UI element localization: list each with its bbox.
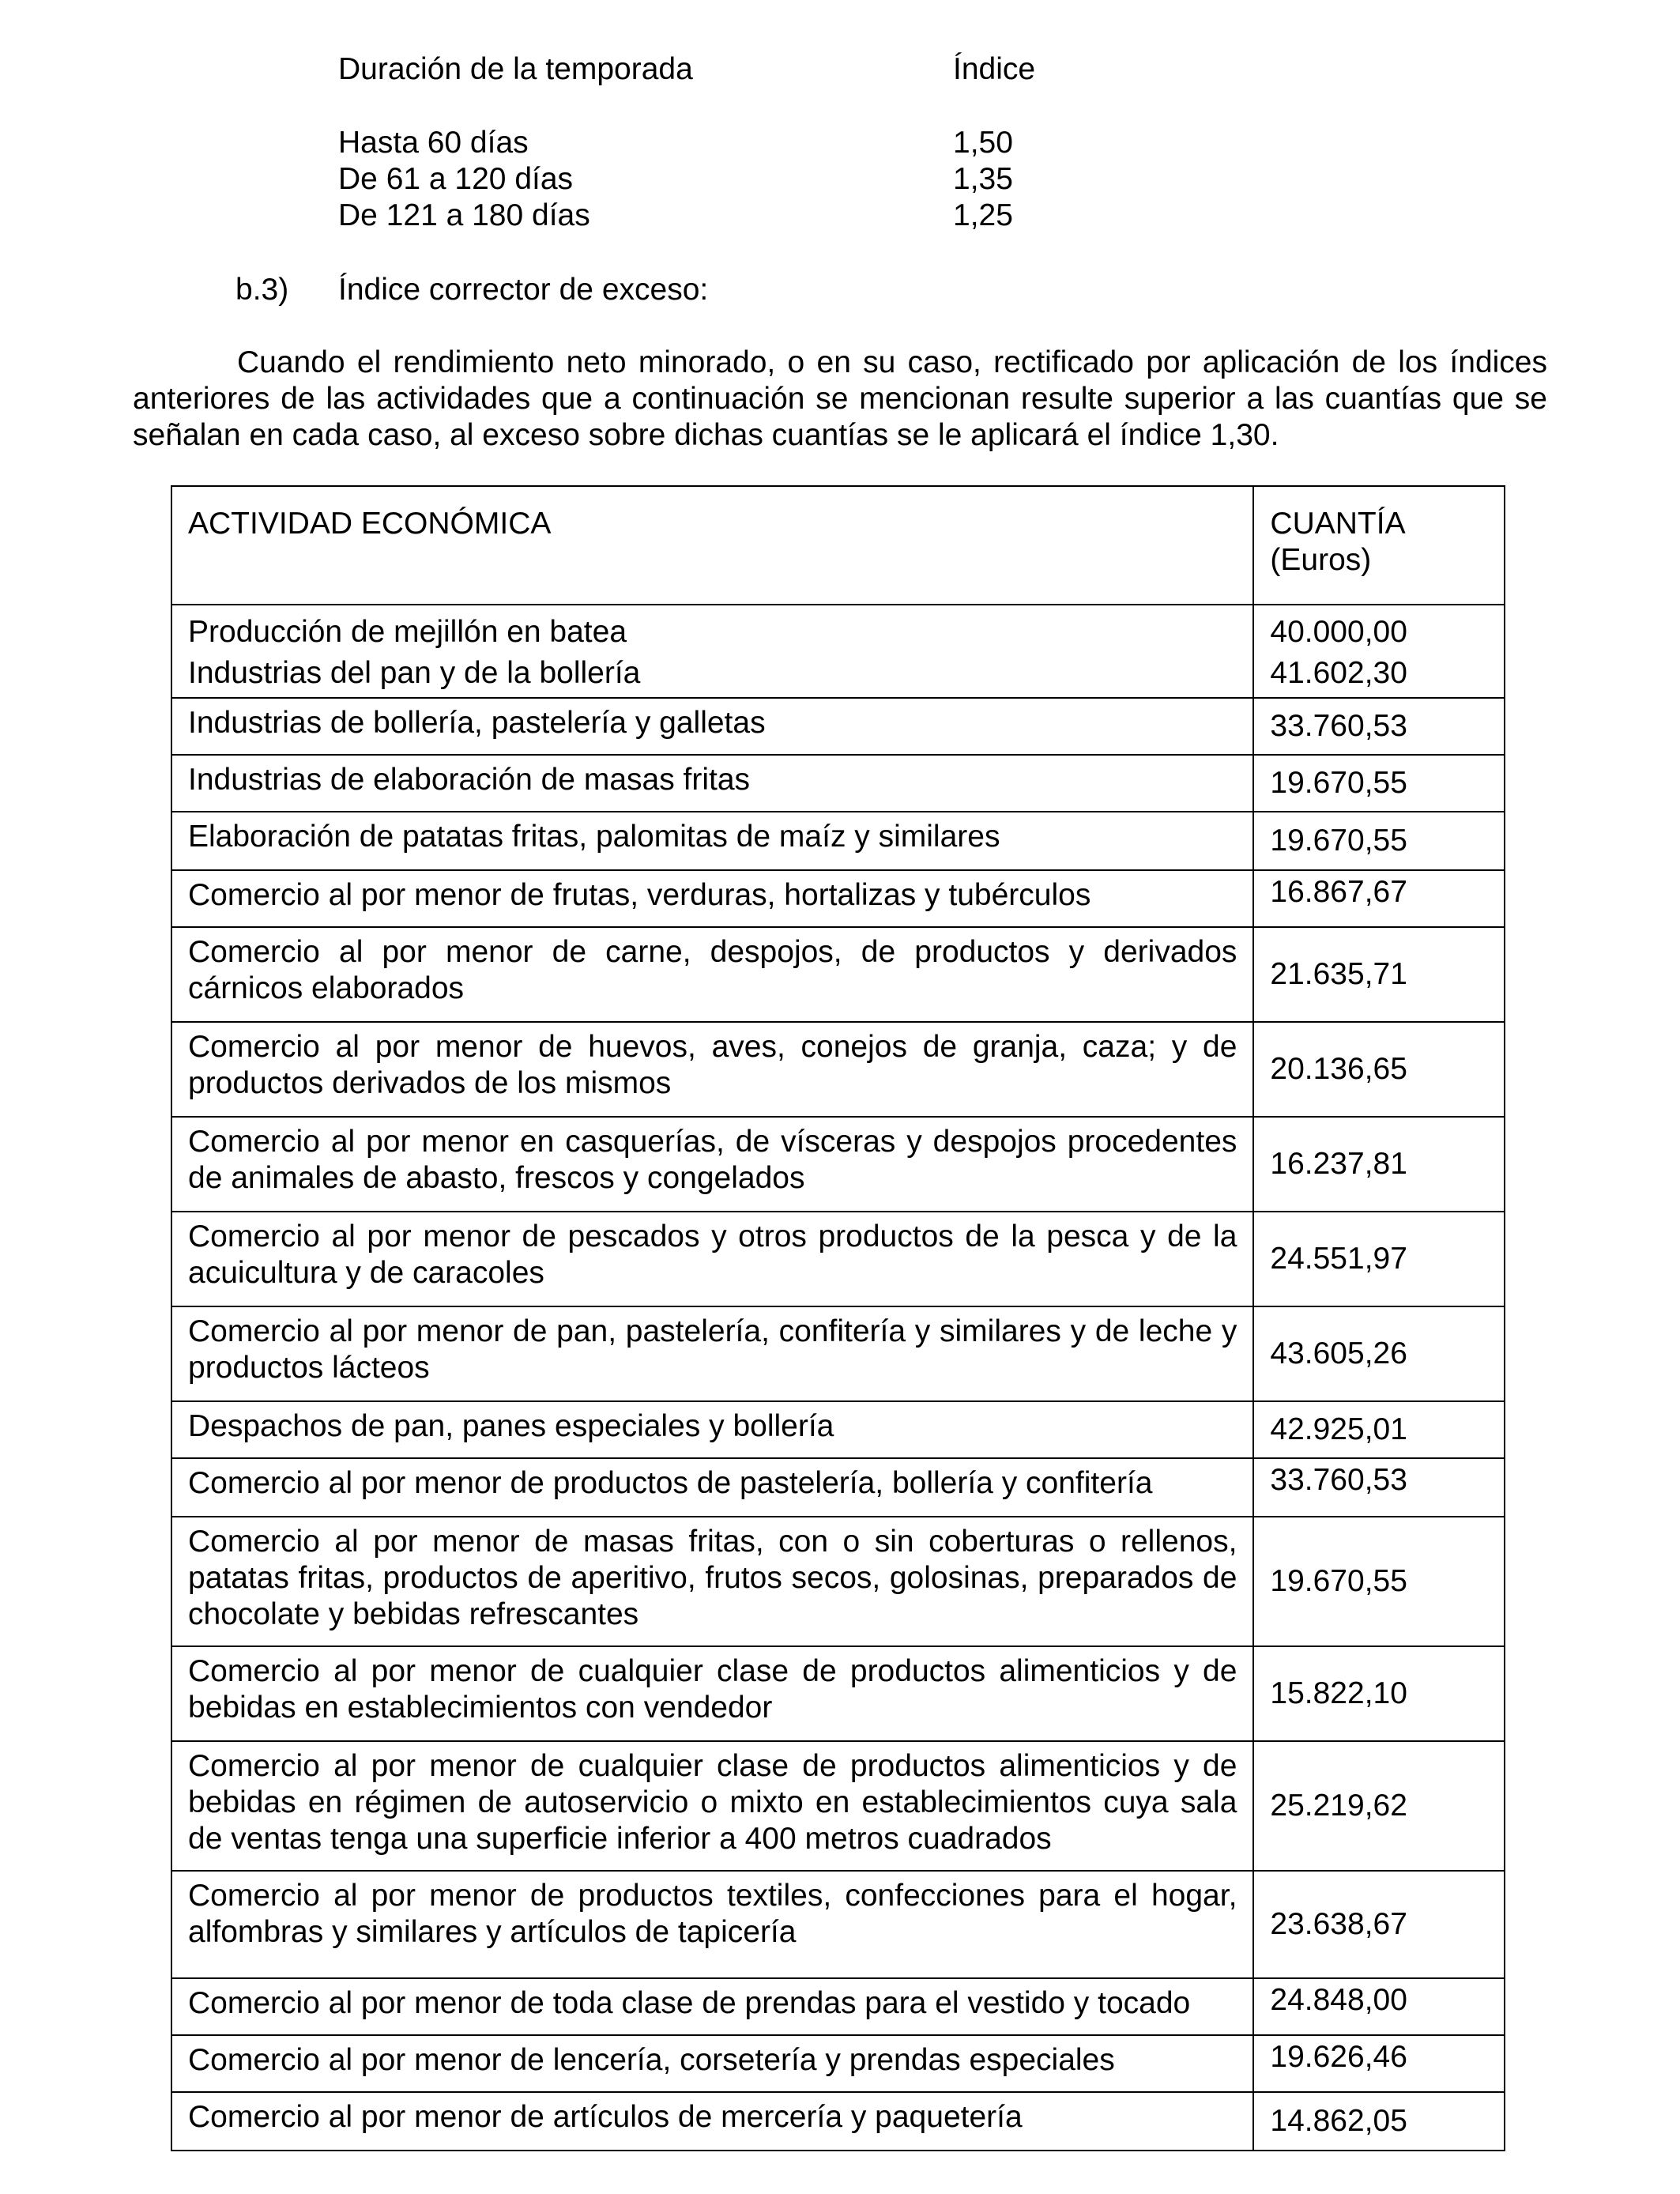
table-row xyxy=(171,1306,1505,1401)
activity-name: Producción de mejillón en batea Industrias del pan y de la bollería xyxy=(171,605,1253,698)
table-row xyxy=(171,1978,1505,2035)
season-index-3: 1,25 xyxy=(953,198,1013,232)
activity-name: Comercio al por menor de productos textiles, confecciones para el hogar, alfombras y similares y artículos de tapicería xyxy=(171,1871,1253,1978)
activity-amount: 24.551,97 xyxy=(1253,1212,1505,1306)
table-row xyxy=(171,1117,1505,1212)
table-row xyxy=(171,870,1505,927)
season-duration-2: De 61 a 120 días xyxy=(338,162,574,196)
activity-name: Despachos de pan, panes especiales y bollería xyxy=(171,1401,1253,1458)
activity-table-header xyxy=(171,486,1505,605)
activity-name: Comercio al por menor de cualquier clase de productos alimenticios y de bebidas en régimen de autoservicio o mixto en establecimientos cuya sala de ventas tenga una superficie inferior a 400 metros cuadrados xyxy=(171,1741,1253,1871)
activity-amount: 16.237,81 xyxy=(1253,1117,1505,1212)
activity-amount: 19.670,55 xyxy=(1253,755,1505,812)
table-row xyxy=(171,927,1505,1022)
activity-name: Comercio al por menor de pescados y otros productos de la pesca y de la acuicultura y de caracoles xyxy=(171,1212,1253,1306)
activity-name: Comercio al por menor de frutas, verduras, hortalizas y tubérculos xyxy=(171,870,1253,927)
activity-name: Comercio al por menor de masas fritas, con o sin coberturas o rellenos, patatas fritas, productos de aperitivo, frutos secos, golosinas, preparados de chocolate y bebidas refrescantes xyxy=(171,1517,1253,1646)
season-col-index-header: Índice xyxy=(953,52,1036,86)
activity-name: Comercio al por menor en casquerías, de vísceras y despojos procedentes de animales de abasto, frescos y congelados xyxy=(171,1117,1253,1212)
activity-amount: 19.670,55 xyxy=(1253,1517,1505,1646)
activity-amount: 19.670,55 xyxy=(1253,812,1505,870)
table-row xyxy=(171,1401,1505,1458)
activity-name: Comercio al por menor de artículos de mercería y paquetería xyxy=(171,2092,1253,2151)
activity-amount: 23.638,67 xyxy=(1253,1871,1505,1978)
table-row xyxy=(171,1022,1505,1117)
activity-amount: 14.862,05 xyxy=(1253,2092,1505,2151)
table-row xyxy=(171,812,1505,870)
table-row xyxy=(171,1212,1505,1306)
section-number: b.3) xyxy=(235,273,289,307)
activity-amount: 20.136,65 xyxy=(1253,1022,1505,1117)
table-row xyxy=(171,2092,1505,2151)
header-amount: CUANTÍA (Euros) xyxy=(1253,486,1505,605)
table-row xyxy=(171,698,1505,755)
activity-amount: 42.925,01 xyxy=(1253,1401,1505,1458)
activity-name: Comercio al por menor de pan, pastelería, confitería y similares y de leche y productos lácteos xyxy=(171,1306,1253,1401)
activity-amount: 19.626,46 xyxy=(1253,2035,1505,2092)
season-duration-3: De 121 a 180 días xyxy=(338,198,590,232)
table-row xyxy=(171,1741,1505,1871)
activity-amount: 33.760,53 xyxy=(1253,1458,1505,1517)
activity-name: Comercio al por menor de cualquier clase de productos alimenticios y de bebidas en establecimientos con vendedor xyxy=(171,1646,1253,1741)
activity-name: Comercio al por menor de lencería, corsetería y prendas especiales xyxy=(171,2035,1253,2092)
table-row xyxy=(171,1646,1505,1741)
table-row xyxy=(171,1458,1505,1517)
body-paragraph xyxy=(133,345,1547,454)
table-row xyxy=(171,2035,1505,2092)
header-activity: ACTIVIDAD ECONÓMICA xyxy=(171,486,1253,605)
activity-amount: 16.867,67 xyxy=(1253,870,1505,927)
activity-amount: 21.635,71 xyxy=(1253,927,1505,1022)
activity-name: Comercio al por menor de carne, despojos, de productos y derivados cárnicos elaborados xyxy=(171,927,1253,1022)
activity-name: Comercio al por menor de huevos, aves, conejos de granja, caza; y de productos derivados de los mismos xyxy=(171,1022,1253,1117)
activity-amount: 25.219,62 xyxy=(1253,1741,1505,1871)
season-index-1: 1,50 xyxy=(953,126,1013,160)
body-paragraph-text: Cuando el rendimiento neto minorado, o en su caso, rectificado por aplicación de los índices anteriores de las actividades que a continuación se mencionan resulte superior a las cuantías que se señalan en cada caso, al exceso sobre dichas cuantías se le aplicará el índice 1,30. xyxy=(133,345,1547,452)
activity-name: Elaboración de patatas fritas, palomitas de maíz y similares xyxy=(171,812,1253,870)
section-title: Índice corrector de exceso: xyxy=(338,273,709,307)
table-row xyxy=(171,755,1505,812)
activity-amount: 15.822,10 xyxy=(1253,1646,1505,1741)
activity-amount: 24.848,00 xyxy=(1253,1978,1505,2035)
season-index-2: 1,35 xyxy=(953,162,1013,196)
activity-amount: 40.000,00 41.602,30 xyxy=(1253,605,1505,698)
table-row xyxy=(171,1517,1505,1646)
table-row xyxy=(171,1871,1505,1978)
activity-name: Industrias de elaboración de masas fritas xyxy=(171,755,1253,812)
activity-name: Comercio al por menor de productos de pastelería, bollería y confitería xyxy=(171,1458,1253,1517)
activity-name: Comercio al por menor de toda clase de prendas para el vestido y tocado xyxy=(171,1978,1253,2035)
activity-name: Industrias de bollería, pastelería y galletas xyxy=(171,698,1253,755)
table-row xyxy=(171,605,1505,698)
season-duration-1: Hasta 60 días xyxy=(338,126,529,160)
activity-amount: 43.605,26 xyxy=(1253,1306,1505,1401)
activity-table xyxy=(171,485,1505,2151)
activity-amount: 33.760,53 xyxy=(1253,698,1505,755)
season-col-duration-header: Duración de la temporada xyxy=(338,52,693,86)
